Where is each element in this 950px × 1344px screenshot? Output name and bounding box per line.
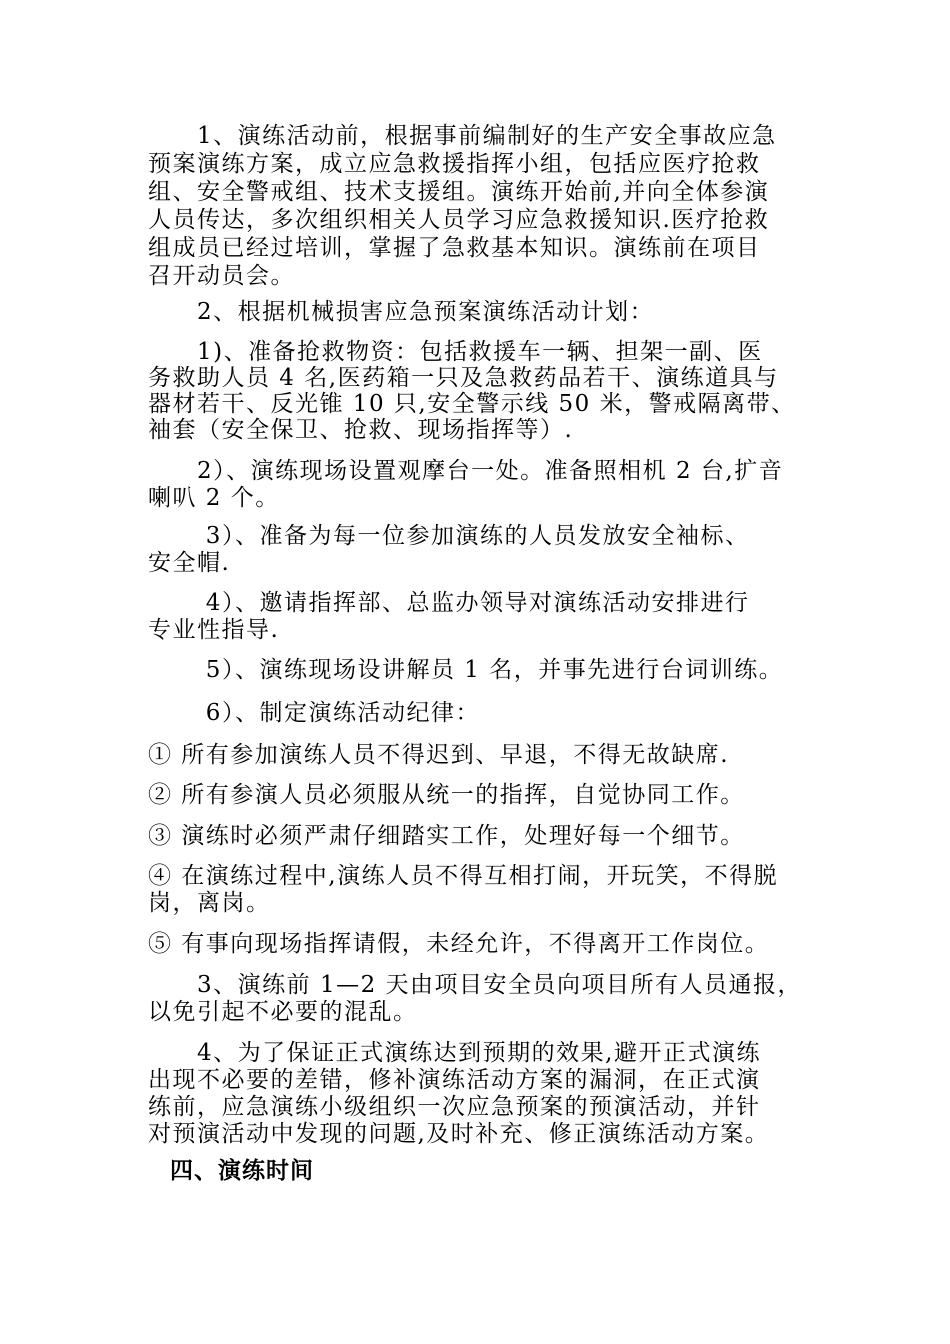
section-heading: 四、演练时间 (170, 1158, 314, 1184)
paragraph-10-line-4: 对预演活动中发现的问题,及时补充、修正演练活动方案。 (148, 1121, 770, 1147)
paragraph-7-line-1: 5）、演练现场设讲解员 1 名，并事先进行台词训练。 (148, 657, 784, 683)
paragraph-6-line-2: 专业性指导. (148, 617, 280, 643)
paragraph-10-line-3: 练前，应急演练小级组织一次应急预案的预演活动，并针 (148, 1094, 761, 1120)
rule-2: ② 所有参演人员必须服从统一的指挥，自觉协同工作。 (148, 782, 745, 808)
paragraph-6-line-1: 4）、邀请指挥部、总监办领导对演练活动安排进行 (148, 590, 750, 616)
paragraph-3-line-2: 务救助人员 4 名,医药箱一只及急救药品若干、演练道具与 (148, 365, 779, 391)
paragraph-4-line-1: 2）、演练现场设置观摩台一处。准备照相机 2 台,扩音 (148, 458, 784, 484)
rule-5: ⑤ 有事向现场指挥请假，未经允许，不得离开工作岗位。 (148, 931, 770, 957)
paragraph-9-line-1: 3、演练前 1—2 天由项目安全员向项目所有人员通报， (148, 972, 803, 998)
paragraph-3-line-3: 器材若干、反光锥 10 只,安全警示线 50 米，警戒隔离带、 (148, 391, 796, 417)
paragraph-5-line-1: 3）、准备为每一位参加演练的人员发放安全袖标、 (148, 523, 750, 549)
paragraph-8-line-1: 6）、制定演练活动纪律： (148, 700, 480, 726)
paragraph-9-line-2: 以免引起不必要的混乱。 (148, 999, 418, 1025)
paragraph-2-line-1: 2、根据机械损害应急预案演练活动计划： (148, 299, 655, 325)
paragraph-1-line-4: 人员传达，多次组织相关人员学习应急救援知识.医疗抢救 (148, 207, 770, 233)
paragraph-10-line-2: 出现不必要的差错，修补演练活动方案的漏洞，在正式演 (148, 1067, 761, 1093)
rule-3: ③ 演练时必须严肃仔细踏实工作，处理好每一个细节。 (148, 823, 745, 849)
rule-4-line-2: 岗，离岗。 (148, 890, 271, 916)
paragraph-1-line-6: 召开动员会。 (148, 263, 295, 289)
paragraph-1-line-3: 组、安全警戒组、技术支援组。演练开始前,并向全体参演 (148, 179, 770, 205)
paragraph-4-line-2: 喇叭 2 个。 (148, 485, 280, 511)
paragraph-10-line-1: 4、为了保证正式演练达到预期的效果,避开正式演练 (148, 1040, 761, 1066)
paragraph-5-line-2: 安全帽. (148, 550, 231, 576)
paragraph-1-line-2: 预案演练方案，成立应急救援指挥小组，包括应医疗抢救 (148, 151, 761, 177)
paragraph-1-line-1: 1、演练活动前，根据事前编制好的生产安全事故应急 (148, 123, 777, 149)
paragraph-3-line-4: 袖套（安全保卫、抢救、现场指挥等）. (148, 417, 574, 443)
rule-1: ① 所有参加演练人员不得迟到、早退，不得无故缺席. (148, 742, 730, 768)
rule-4-line-1: ④ 在演练过程中,演练人员不得互相打闹，开玩笑，不得脱 (148, 863, 779, 889)
paragraph-3-line-1: 1)、准备抢救物资：包括救援车一辆、担架一副、医 (148, 339, 763, 365)
paragraph-1-line-5: 组成员已经过培训，掌握了急救基本知识。演练前在项目 (148, 235, 761, 261)
